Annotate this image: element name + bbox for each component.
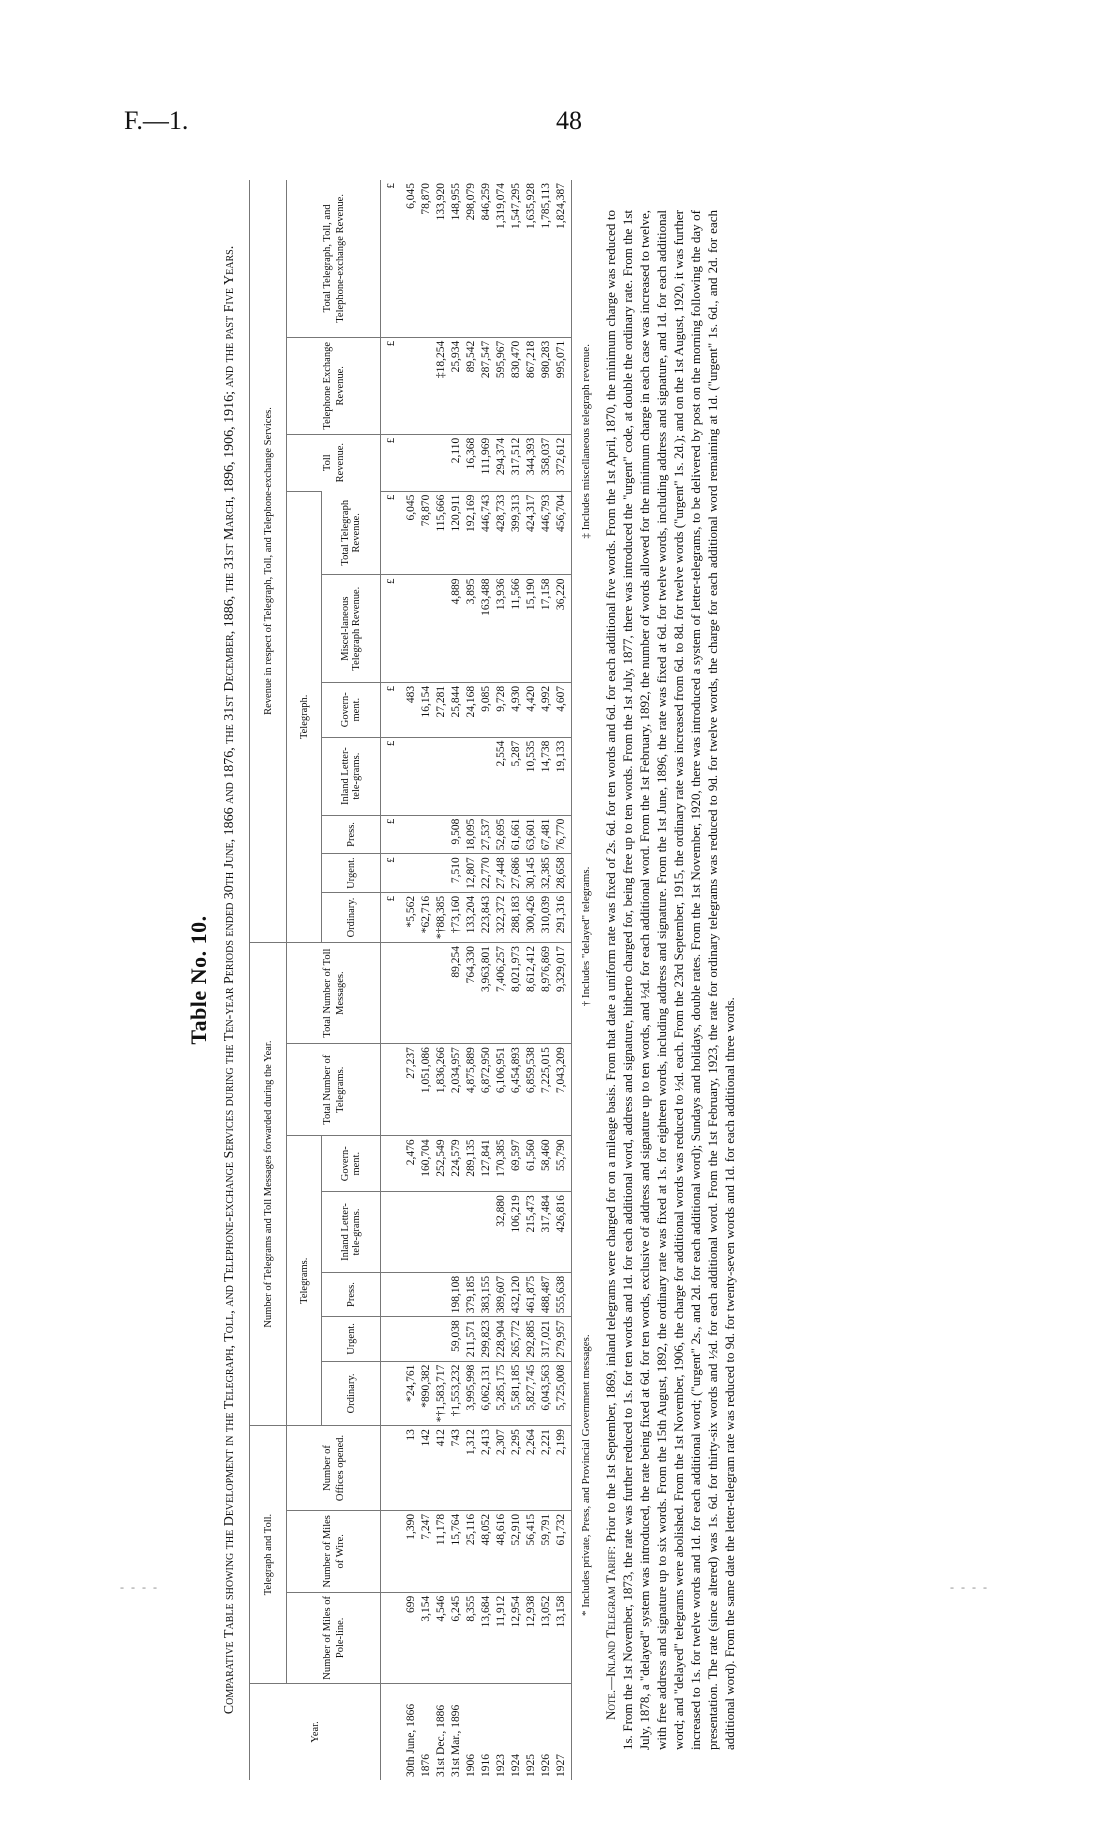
cell-total-tel: 7,043,209 — [554, 1044, 572, 1136]
cell-ordinary: 5,285,175 — [494, 1361, 509, 1426]
table-row — [434, 180, 449, 1780]
cell-offices: 13 — [401, 1426, 419, 1511]
unit-cell: £ — [381, 892, 402, 942]
cell-offices: 743 — [449, 1426, 464, 1511]
cell-inland: 32,880 — [494, 1192, 509, 1273]
cell-r-gov: 9,085 — [479, 682, 494, 737]
header-year: Year. — [250, 1684, 381, 1781]
cell-gov: 69,597 — [509, 1136, 524, 1192]
table-row — [464, 180, 479, 1780]
cell-r-gov: 4,992 — [539, 682, 554, 737]
cell-offices: 412 — [434, 1426, 449, 1511]
cell-r-ord: *†88,385 — [434, 892, 449, 942]
cell-r-gov: 25,844 — [449, 682, 464, 737]
cell-r-grand: 133,920 — [435, 183, 447, 221]
footnote-double-dagger: ‡ Includes miscellaneous telegraph revenue. — [580, 344, 592, 539]
row-year: 1876 — [419, 1684, 434, 1781]
cell-press — [419, 1272, 434, 1316]
cell-r-inland: 14,738 — [539, 737, 554, 815]
cell-offices: 1,312 — [464, 1426, 479, 1511]
table-row — [539, 180, 554, 1780]
cell-r-press — [419, 815, 434, 854]
cell-wire: 56,415 — [524, 1510, 539, 1592]
header-sub-telegraph: Telegraph. — [287, 491, 322, 942]
cell-gov: 55,790 — [554, 1136, 572, 1192]
cell-r-urg: 28,658 — [554, 854, 572, 893]
cell-r-inland — [449, 737, 464, 815]
cell-urgent: 317,021 — [539, 1317, 554, 1361]
cell-pole: 11,912 — [494, 1592, 509, 1683]
cell-r-ord: 133,204 — [464, 892, 479, 942]
rotated-table-page — [182, 180, 942, 1780]
cell-ordinary: 5,725,008 — [554, 1361, 572, 1426]
cell-r-urg: 22,770 — [479, 854, 494, 893]
cell-r-misc: 13,936 — [494, 575, 509, 682]
header-rev-government: Govern-ment. — [322, 682, 381, 737]
cell-r-ord: 288,183 — [509, 892, 524, 942]
cell-r-misc: 3,895 — [464, 575, 479, 682]
cell-r-total: 456,704 — [554, 491, 572, 575]
header-rev-press: Press. — [322, 815, 381, 854]
cell-offices: 2,413 — [479, 1426, 494, 1511]
cell-r-grand: 298,079 — [465, 183, 477, 221]
cell-r-grand: 846,259 — [480, 183, 492, 221]
cell-press: 488,487 — [539, 1272, 554, 1316]
cell-r-toll: 317,512 — [509, 434, 524, 491]
cell-gov: 224,579 — [449, 1136, 464, 1192]
cell-r-urg: 12,807 — [464, 854, 479, 893]
cell-offices: 2,307 — [494, 1426, 509, 1511]
cell-r-ord: 300,426 — [524, 892, 539, 942]
cell-wire: 61,732 — [554, 1510, 572, 1592]
header-group-revenue: Revenue in respect of Telegraph, Toll, and Telephone-exchange Services. — [250, 180, 287, 943]
cell-r-ord: 291,316 — [554, 892, 572, 942]
cell-gov: 61,560 — [524, 1136, 539, 1192]
cell-r-toll: 2,110 — [449, 434, 464, 491]
cell-r-toll: 344,393 — [524, 434, 539, 491]
cell-urgent: 211,571 — [464, 1317, 479, 1361]
cell-r-press — [401, 815, 419, 854]
cell-r-urg: 7,510 — [449, 854, 464, 893]
cell-r-exch: 287,547 — [479, 337, 494, 434]
cell-r-exch: 867,218 — [524, 337, 539, 434]
cell-urgent — [419, 1317, 434, 1361]
cell-r-press: 27,537 — [479, 815, 494, 854]
header-urgent: Urgent. — [322, 1317, 381, 1361]
header-sub-telegrams: Telegrams. — [287, 1136, 322, 1426]
unit-cell: £ — [381, 491, 402, 575]
cell-r-press: 52,695 — [494, 815, 509, 854]
cell-r-grand: 78,870 — [420, 183, 432, 215]
table-title: Table No. 10. — [186, 915, 211, 1045]
row-year: 1916 — [479, 1684, 494, 1781]
row-year: 1906 — [464, 1684, 479, 1781]
cell-r-total: 192,169 — [464, 491, 479, 575]
cell-r-inland — [464, 737, 479, 815]
header-group-plant: Telegraph and Toll. — [250, 1426, 287, 1684]
header-rev-inland-letter: Inland Letter-tele-grams. — [322, 737, 381, 815]
row-year: 1925 — [524, 1684, 539, 1781]
cell-urgent: 265,772 — [509, 1317, 524, 1361]
cell-inland: 106,219 — [509, 1192, 524, 1273]
cell-pole: 699 — [401, 1592, 419, 1683]
row-year: 1923 — [494, 1684, 509, 1781]
cell-r-ord: 310,039 — [539, 892, 554, 942]
cell-r-toll: 294,374 — [494, 434, 509, 491]
cell-ordinary: †1,553,232 — [449, 1361, 464, 1426]
cell-r-grand: 1,785,113 — [540, 183, 552, 229]
header-rev-urgent: Urgent. — [322, 854, 381, 893]
cell-wire: 1,390 — [401, 1510, 419, 1592]
table-row — [554, 180, 572, 1780]
cell-r-misc: 17,158 — [539, 575, 554, 682]
header-rev-misc: Miscel-laneous Telegraph Revenue. — [322, 575, 381, 682]
cell-r-press: 18,095 — [464, 815, 479, 854]
table-body — [381, 180, 572, 1780]
cell-toll: 8,021,973 — [509, 943, 524, 1044]
cell-toll — [434, 943, 449, 1044]
cell-toll: 9,329,017 — [554, 943, 572, 1044]
cell-wire: 15,764 — [449, 1510, 464, 1592]
row-year: 1927 — [554, 1684, 572, 1781]
cell-r-inland: 10,535 — [524, 737, 539, 815]
cell-r-total: 428,733 — [494, 491, 509, 575]
cell-toll: 764,330 — [464, 943, 479, 1044]
cell-urgent: 299,823 — [479, 1317, 494, 1361]
table-row — [494, 180, 509, 1780]
cell-r-total: 424,317 — [524, 491, 539, 575]
cell-r-exch: ‡18,254 — [434, 337, 449, 434]
cell-r-press: 63,601 — [524, 815, 539, 854]
unit-cell: £ — [381, 854, 402, 893]
cell-total-tel: 4,875,889 — [464, 1044, 479, 1136]
unit-cell: £ — [381, 575, 402, 682]
header-group-messages: Number of Telegrams and Toll Messages forwarded during the Year. — [250, 943, 287, 1426]
footnote-asterisk: * Includes private, Press, and Provincial Government messages. — [580, 1334, 592, 1616]
cell-r-toll: 372,612 — [554, 434, 572, 491]
footnote-dagger: † Includes "delayed" telegrams. — [580, 866, 592, 1007]
cell-r-gov: 483 — [401, 682, 419, 737]
cell-ordinary: *†1,583,717 — [434, 1361, 449, 1426]
header-miles-pole: Number of Miles of Pole-line. — [287, 1592, 381, 1683]
cell-r-gov: 27,281 — [434, 682, 449, 737]
unit-cell: £ — [381, 434, 402, 491]
cell-inland: 215,473 — [524, 1192, 539, 1273]
cell-urgent — [434, 1317, 449, 1361]
cell-urgent: 59,038 — [449, 1317, 464, 1361]
header-exchange-revenue: Telephone Exchange Revenue. — [287, 337, 381, 434]
page-number: 48 — [556, 106, 582, 135]
header-total-telegrams: Total Number of Telegrams. — [287, 1044, 381, 1136]
cell-r-exch — [401, 337, 419, 434]
cell-offices: 142 — [419, 1426, 434, 1511]
cell-ordinary: 5,827,745 — [524, 1361, 539, 1426]
cell-r-total: 120,911 — [449, 491, 464, 575]
cell-wire: 59,791 — [539, 1510, 554, 1592]
cell-ordinary: 6,062,131 — [479, 1361, 494, 1426]
cell-r-inland: 5,287 — [509, 737, 524, 815]
cell-r-urg — [419, 854, 434, 893]
cell-r-ord: †73,160 — [449, 892, 464, 942]
cell-urgent: 279,957 — [554, 1317, 572, 1361]
cell-r-gov: 16,154 — [419, 682, 434, 737]
cell-offices: 2,295 — [509, 1426, 524, 1511]
cell-pole: 8,355 — [464, 1592, 479, 1683]
header-government: Govern-ment. — [322, 1136, 381, 1192]
cell-press: 461,875 — [524, 1272, 539, 1316]
cell-toll — [419, 943, 434, 1044]
cell-r-gov: 9,728 — [494, 682, 509, 737]
table-caption: Comparative Table showing the Development in the Telegraph, Toll, and Telephone-exchange Services during the Ten-year Periods ended 30th June, 1866 and 1876, the 31st December, 1886, the 31st March, 1896, 1906, 1916; and the past Five Years. — [222, 245, 237, 1715]
cell-urgent: 292,885 — [524, 1317, 539, 1361]
margin-mark-right: - - - - — [950, 1580, 989, 1594]
cell-r-grand: 6,045 — [405, 183, 417, 209]
cell-r-grand: 1,547,295 — [510, 183, 522, 229]
cell-r-urg: 27,686 — [509, 854, 524, 893]
cell-pole: 13,684 — [479, 1592, 494, 1683]
cell-ordinary: 6,043,563 — [539, 1361, 554, 1426]
tariff-note — [602, 210, 738, 1750]
cell-r-press: 76,770 — [554, 815, 572, 854]
cell-inland — [449, 1192, 464, 1273]
note-heading: Note.—Inland Telegram Tariff: — [603, 1545, 618, 1720]
note-body: Prior to the 1st September, 1869, inland telegrams were charged for on a mileage basis. From that date a uniform rate was fixed of 2s. 6d. for ten words and 6d. for each additional five words. From the 1st April, 1870, the minimum charge was reduced to 1s. From the 1st November, 1873, the rate was further reduced to 1s. for ten words and 1d. for each additional word, address and signature, hitherto charged for, being free up to ten words. From the 1st July, 1877, there was introduced the "urgent" code, at double the ordinary rate. From the 1st July, 1878, a "delayed" system was introduced, the rate being fixed at 6d. for ten words, exclusive of address and signature up to ten words, and ½d. for each additional word. From the 1st February, 1892, the number of words allowed for the minimum charge in each case was increased to twelve, with free address and signature up to six words. From the 15th August, 1892, the ordinary rate was fixed at 1s. for eighteen words, including address and signature. From the 1st June, 1896, the rate was fixed at 6d. for twelve words, including address and signature, and 1d. for each additional word; and "delayed" telegrams were abolished. From the 1st November, 1906, the charge for additional words was reduced to ½d. each. From the 23rd September, 1915, the ordinary rate was increased from 6d. to 8d. for twelve words ("urgent" 1s. 2d.); and on the 1st August, 1920, it was further increased to 1s. for twelve words and 1d. for each additional word; ("urgent" 2s., and 2d. for each additional word); Sundays and holidays, double rates. From the 1st November, 1920, there was introduced a system of letter-telegrams, to be delivered by post on the morning following the day of presentation. The rate (since altered) was 1s. 6d. for thirty-six words and ½d. for each additional word. From the 1st February, 1923, the rate for ordinary telegrams was reduced to 9d. for twelve words, the charge for each additional word remaining at 1d. ("urgent" 1s. 6d., and 2d. for each additional word). From the same date the letter-telegram rate was reduced to 9d. for twenty-seven words and 1d. for each additional three words. — [603, 209, 737, 1750]
cell-r-inland: 19,133 — [554, 737, 572, 815]
cell-r-misc: 4,889 — [449, 575, 464, 682]
cell-r-total: 446,743 — [479, 491, 494, 575]
cell-r-urg: 30,145 — [524, 854, 539, 893]
cell-wire: 11,178 — [434, 1510, 449, 1592]
cell-r-press: 9,508 — [449, 815, 464, 854]
cell-total-tel: 6,454,893 — [509, 1044, 524, 1136]
cell-pole: 3,154 — [419, 1592, 434, 1683]
cell-pole: 13,052 — [539, 1592, 554, 1683]
cell-toll — [401, 943, 419, 1044]
cell-r-ord: *5,562 — [401, 892, 419, 942]
cell-r-gov: 4,930 — [509, 682, 524, 737]
cell-press — [434, 1272, 449, 1316]
cell-gov: 252,549 — [434, 1136, 449, 1192]
cell-press: 432,120 — [509, 1272, 524, 1316]
cell-offices: 2,221 — [539, 1426, 554, 1511]
cell-pole: 12,954 — [509, 1592, 524, 1683]
cell-r-total: 446,793 — [539, 491, 554, 575]
cell-pole: 13,158 — [554, 1592, 572, 1683]
unit-cell: £ — [381, 737, 402, 815]
cell-inland — [479, 1192, 494, 1273]
cell-wire: 25,116 — [464, 1510, 479, 1592]
cell-r-total: 78,870 — [419, 491, 434, 575]
cell-r-inland — [401, 737, 419, 815]
unit-cell: £ — [381, 682, 402, 737]
units-row — [381, 180, 402, 1780]
cell-r-press: 67,481 — [539, 815, 554, 854]
cell-r-total: 399,313 — [509, 491, 524, 575]
cell-r-ord: *62,716 — [419, 892, 434, 942]
development-table — [249, 180, 572, 1780]
cell-r-toll — [401, 434, 419, 491]
cell-gov: 170,385 — [494, 1136, 509, 1192]
cell-inland: 426,816 — [554, 1192, 572, 1273]
cell-total-tel: 1,051,086 — [419, 1044, 434, 1136]
footnotes — [580, 180, 592, 1780]
cell-r-exch: 89,542 — [464, 337, 479, 434]
cell-toll: 7,406,257 — [494, 943, 509, 1044]
cell-r-toll — [419, 434, 434, 491]
cell-total-tel: 6,859,538 — [524, 1044, 539, 1136]
cell-r-toll — [434, 434, 449, 491]
cell-total-tel: 6,106,951 — [494, 1044, 509, 1136]
table-row — [479, 180, 494, 1780]
cell-gov: 2,476 — [401, 1136, 419, 1192]
cell-r-toll: 358,037 — [539, 434, 554, 491]
cell-inland — [464, 1192, 479, 1273]
cell-r-urg — [401, 854, 419, 893]
cell-r-urg: 27,448 — [494, 854, 509, 893]
cell-r-exch: 995,071 — [554, 337, 572, 434]
table-row — [419, 180, 434, 1780]
cell-r-press: 61,661 — [509, 815, 524, 854]
cell-r-press — [434, 815, 449, 854]
cell-r-exch — [419, 337, 434, 434]
cell-press: 379,185 — [464, 1272, 479, 1316]
cell-gov: 127,841 — [479, 1136, 494, 1192]
cell-r-grand: 1,824,387 — [554, 180, 572, 337]
header-toll-revenue: Toll Revenue. — [287, 434, 381, 491]
cell-wire: 48,616 — [494, 1510, 509, 1592]
cell-r-grand: 1,319,074 — [495, 183, 507, 229]
table-row — [509, 180, 524, 1780]
cell-inland — [434, 1192, 449, 1273]
cell-r-exch: 830,470 — [509, 337, 524, 434]
table-row — [524, 180, 539, 1780]
cell-r-toll: 111,969 — [479, 434, 494, 491]
unit-cell: £ — [384, 183, 397, 189]
cell-gov: 58,460 — [539, 1136, 554, 1192]
cell-wire: 48,052 — [479, 1510, 494, 1592]
cell-pole: 4,546 — [434, 1592, 449, 1683]
cell-total-tel: 2,034,957 — [449, 1044, 464, 1136]
cell-r-gov: 24,168 — [464, 682, 479, 737]
cell-r-urg — [434, 854, 449, 893]
header-inland-letter: Inland Letter-tele-grams. — [322, 1192, 381, 1273]
cell-toll: 89,254 — [449, 943, 464, 1044]
row-year: 30th June, 1866 — [401, 1684, 419, 1781]
cell-r-inland — [434, 737, 449, 815]
cell-r-misc: 163,488 — [479, 575, 494, 682]
cell-r-misc — [401, 575, 419, 682]
cell-wire: 52,910 — [509, 1510, 524, 1592]
cell-pole: 12,938 — [524, 1592, 539, 1683]
cell-press — [401, 1272, 419, 1316]
cell-total-tel: 6,872,950 — [479, 1044, 494, 1136]
header-grand-total: Total Telegraph, Toll, and Telephone-exchange Revenue. — [287, 180, 381, 337]
cell-ordinary: *890,382 — [419, 1361, 434, 1426]
cell-ordinary: 5,581,185 — [509, 1361, 524, 1426]
cell-r-total: 6,045 — [401, 491, 419, 575]
cell-r-exch: 25,934 — [449, 337, 464, 434]
cell-r-toll: 16,368 — [464, 434, 479, 491]
cell-inland: 317,484 — [539, 1192, 554, 1273]
cell-r-gov: 4,607 — [554, 682, 572, 737]
header-total-messages: Total Number of Toll Messages. — [287, 943, 381, 1044]
unit-cell: £ — [381, 815, 402, 854]
header-ordinary: Ordinary. — [322, 1361, 381, 1426]
cell-r-grand: 148,955 — [450, 183, 462, 221]
cell-toll: 8,612,412 — [524, 943, 539, 1044]
cell-press: 555,638 — [554, 1272, 572, 1316]
cell-urgent — [401, 1317, 419, 1361]
cell-toll: 3,963,801 — [479, 943, 494, 1044]
page-code: F.—1. — [124, 106, 189, 135]
cell-total-tel: 1,836,266 — [434, 1044, 449, 1136]
cell-pole: 6,245 — [449, 1592, 464, 1683]
cell-r-misc — [419, 575, 434, 682]
cell-inland — [419, 1192, 434, 1273]
cell-offices: 2,264 — [524, 1426, 539, 1511]
row-year: 31st Dec., 1886 — [434, 1684, 449, 1781]
cell-r-inland: 2,554 — [494, 737, 509, 815]
header-offices: Number of Offices opened. — [287, 1426, 381, 1511]
header-rev-total-telegraph: Total Telegraph Revenue. — [322, 491, 381, 575]
row-year: 31st Mar., 1896 — [449, 1684, 464, 1781]
cell-offices: 2,199 — [554, 1426, 572, 1511]
cell-total-tel: 7,225,015 — [539, 1044, 554, 1136]
cell-press: 383,155 — [479, 1272, 494, 1316]
cell-r-exch: 595,967 — [494, 337, 509, 434]
row-year: 1926 — [539, 1684, 554, 1781]
cell-gov: 289,135 — [464, 1136, 479, 1192]
cell-press: 389,607 — [494, 1272, 509, 1316]
cell-total-tel: 27,237 — [401, 1044, 419, 1136]
cell-r-ord: 223,843 — [479, 892, 494, 942]
cell-r-exch: 980,283 — [539, 337, 554, 434]
cell-toll: 8,976,869 — [539, 943, 554, 1044]
cell-wire: 7,247 — [419, 1510, 434, 1592]
cell-r-total: 115,666 — [434, 491, 449, 575]
cell-r-misc: 11,566 — [509, 575, 524, 682]
cell-ordinary: 3,995,998 — [464, 1361, 479, 1426]
cell-r-inland — [479, 737, 494, 815]
cell-press: 198,108 — [449, 1272, 464, 1316]
row-year: 1924 — [509, 1684, 524, 1781]
table-row — [401, 180, 419, 1780]
header-miles-wire: Number of Miles of Wire. — [287, 1510, 381, 1592]
header-press: Press. — [322, 1272, 381, 1316]
unit-cell: £ — [381, 337, 402, 434]
cell-r-misc — [434, 575, 449, 682]
cell-r-urg: 32,385 — [539, 854, 554, 893]
cell-r-misc: 36,220 — [554, 575, 572, 682]
table-row — [449, 180, 464, 1780]
cell-urgent: 228,904 — [494, 1317, 509, 1361]
cell-r-gov: 4,420 — [524, 682, 539, 737]
cell-r-inland — [419, 737, 434, 815]
cell-r-ord: 322,372 — [494, 892, 509, 942]
cell-r-grand: 1,635,928 — [525, 183, 537, 229]
cell-inland — [401, 1192, 419, 1273]
cell-r-misc: 15,190 — [524, 575, 539, 682]
margin-mark-left: - - - - — [120, 1580, 159, 1594]
cell-ordinary: *24,761 — [401, 1361, 419, 1426]
cell-gov: 160,704 — [419, 1136, 434, 1192]
header-rev-ordinary: Ordinary. — [322, 892, 381, 942]
